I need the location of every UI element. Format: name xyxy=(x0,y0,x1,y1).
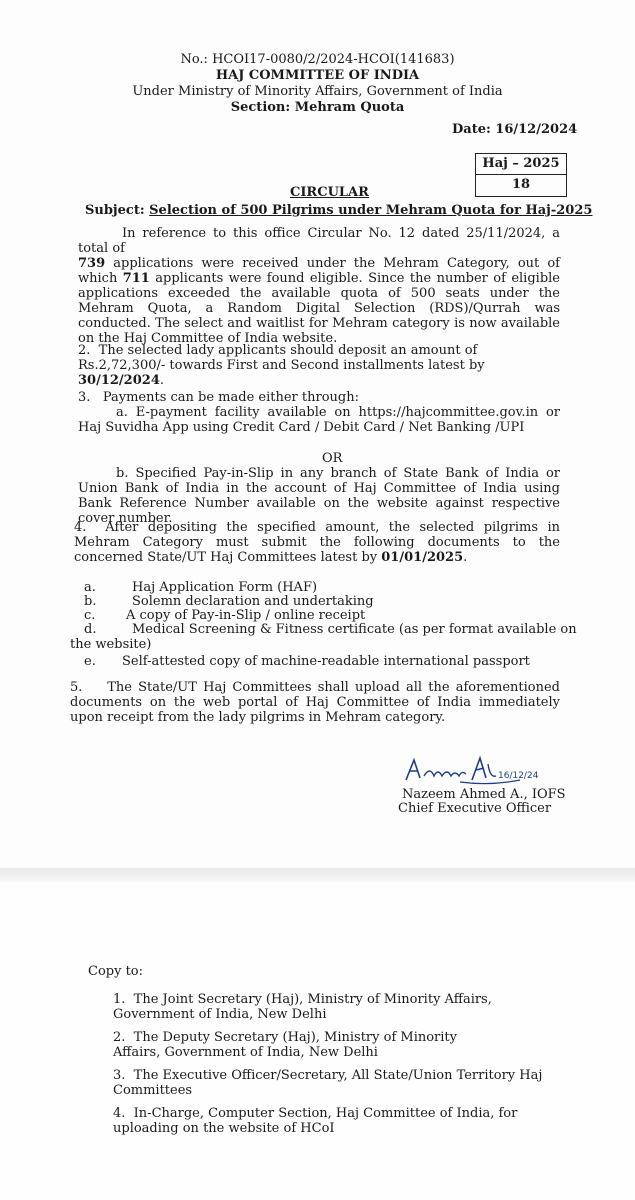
document-item-e-text: Self-attested copy of machine-readable international passport xyxy=(122,654,530,669)
paragraph-1-text-a: applications were received under the Mehram Category, out of which xyxy=(78,256,560,286)
document-item-c-label: c. xyxy=(84,608,96,623)
paragraph-4-text: After depositing the specified amount, the selected pilgrims in Mehram Category must submit the following documents to the concerned State/UT Haj Committees latest by xyxy=(74,520,560,565)
copy-to-item-1-number: 1. xyxy=(113,992,126,1007)
copy-to-item-3-number: 3. xyxy=(113,1068,126,1083)
paragraph-1 xyxy=(78,226,560,346)
paragraph-5 xyxy=(70,680,560,725)
copy-to-item-4-text: In-Charge, Computer Section, Haj Committee of India, for uploading on the website of HCoI xyxy=(113,1106,518,1136)
paragraph-3-intro xyxy=(78,390,359,405)
circular-title: CIRCULAR xyxy=(290,185,369,200)
circular-number-box xyxy=(475,153,567,197)
page-separator xyxy=(0,868,635,882)
payment-option-a xyxy=(78,405,560,435)
copy-to-item-3 xyxy=(113,1068,543,1098)
copy-to-item-1-text: The Joint Secretary (Haj), Ministry of Minority Affairs, Government of India, New Delhi xyxy=(113,992,492,1022)
subject-line xyxy=(85,203,592,218)
copy-to-item-4-number: 4. xyxy=(113,1106,126,1121)
copy-to-item-1 xyxy=(113,992,555,1022)
circular-page-2 xyxy=(0,882,635,1200)
received-count: 739 xyxy=(78,256,106,271)
document-item-c-text: A copy of Pay-in-Slip / online receipt xyxy=(126,608,366,623)
copy-to-item-2-number: 2. xyxy=(113,1030,126,1045)
paragraph-5-text: The State/UT Haj Committees shall upload all the aforementioned documents on the web portal of Haj Committee of India immediately upon receipt from the lady pilgrims in Mehram category. xyxy=(70,680,560,725)
circular-number: 18 xyxy=(511,177,531,192)
copy-to-item-4 xyxy=(113,1106,559,1136)
svg-text:16/12/24: 16/12/24 xyxy=(498,771,539,781)
document-item-a-text: Haj Application Form (HAF) xyxy=(132,580,318,595)
paragraph-4 xyxy=(74,520,560,565)
circular-year: Haj – 2025 xyxy=(476,154,566,175)
paragraph-2-number: 2. xyxy=(78,343,91,358)
paragraph-4-number: 4. xyxy=(74,520,87,535)
payment-option-b xyxy=(78,466,560,526)
ministry-line: Under Ministry of Minority Affairs, Government of India xyxy=(132,84,503,99)
section-line: Section: Mehram Quota xyxy=(230,100,405,115)
or-separator: OR xyxy=(322,451,343,466)
document-item-b xyxy=(84,594,374,609)
reference-number: No.: HCOI17-0080/2/2024-HCOI(141683) xyxy=(180,52,455,67)
documents-deadline: 01/01/2025 xyxy=(381,550,464,565)
option-b-label: b. xyxy=(116,466,129,481)
subject-label: Subject: xyxy=(85,203,145,218)
signature-image xyxy=(400,754,550,790)
paragraph-2 xyxy=(78,343,568,388)
option-a-label: a. xyxy=(116,405,128,420)
paragraph-5-number: 5. xyxy=(70,680,83,695)
document-item-b-text: Solemn declaration and undertaking xyxy=(132,594,374,609)
document-item-d-continued: the website) xyxy=(70,637,152,652)
document-item-a-label: a. xyxy=(84,580,96,595)
option-b-text: Specified Pay-in-Slip in any branch of State Bank of India or Union Bank of India in the account of Haj Committee of India using Bank Reference Number available on the website against respective cover number. xyxy=(78,466,560,526)
circular-date: Date: 16/12/2024 xyxy=(452,122,578,137)
subject-text: Selection of 500 Pilgrims under Mehram Quota for Haj-2025 xyxy=(149,203,593,218)
document-item-c xyxy=(84,608,366,623)
signatory-name: Nazeem Ahmed A., IOFS xyxy=(402,787,566,802)
deposit-deadline: 30/12/2024 xyxy=(78,373,160,388)
organization-name: HAJ COMMITTEE OF INDIA xyxy=(215,68,420,83)
paragraph-1-text-b: applicants were found eligible. Since the number of eligible applications exceeded the available quota of 500 seats under the Mehram Quota, a Random Digital Selection (RDS)/Qurrah was conducted. The select and waitlist for Mehram category is now available on the Haj Committee of India website. xyxy=(78,271,560,346)
document-item-e xyxy=(84,654,530,669)
document-item-d xyxy=(84,622,577,637)
paragraph-2-text: The selected lady applicants should deposit an amount of Rs.2,72,300/- towards First and Second installments latest by xyxy=(78,343,485,373)
document-item-e-label: e. xyxy=(84,654,96,669)
signatory-designation: Chief Executive Officer xyxy=(398,801,552,816)
eligible-count: 711 xyxy=(122,271,150,286)
paragraph-4-end: . xyxy=(463,550,468,565)
paragraph-2-end: . xyxy=(159,373,164,388)
document-item-d-label: d. xyxy=(84,622,97,637)
paragraph-1-line1: In reference to this office Circular No. 12 dated 25/11/2024, a total of xyxy=(78,226,560,256)
document-item-d-text: Medical Screening & Fitness certificate (as per format available on xyxy=(132,622,577,637)
document-item-b-label: b. xyxy=(84,594,97,609)
copy-to-item-3-text: The Executive Officer/Secretary, All State/Union Territory Haj Committees xyxy=(113,1068,543,1098)
copy-to-item-2 xyxy=(113,1030,493,1060)
copy-to-heading: Copy to: xyxy=(88,964,144,979)
document-item-a xyxy=(84,580,318,595)
option-a-text: E-payment facility available on https://hajcommittee.gov.in or Haj Suvidha App using Credit Card / Debit Card / Net Banking /UPI xyxy=(78,405,560,435)
copy-to-item-2-text: The Deputy Secretary (Haj), Ministry of Minority Affairs, Government of India, New Delhi xyxy=(113,1030,457,1060)
payment-intro: Payments can be made either through: xyxy=(102,390,359,405)
paragraph-3-number: 3. xyxy=(78,390,91,405)
